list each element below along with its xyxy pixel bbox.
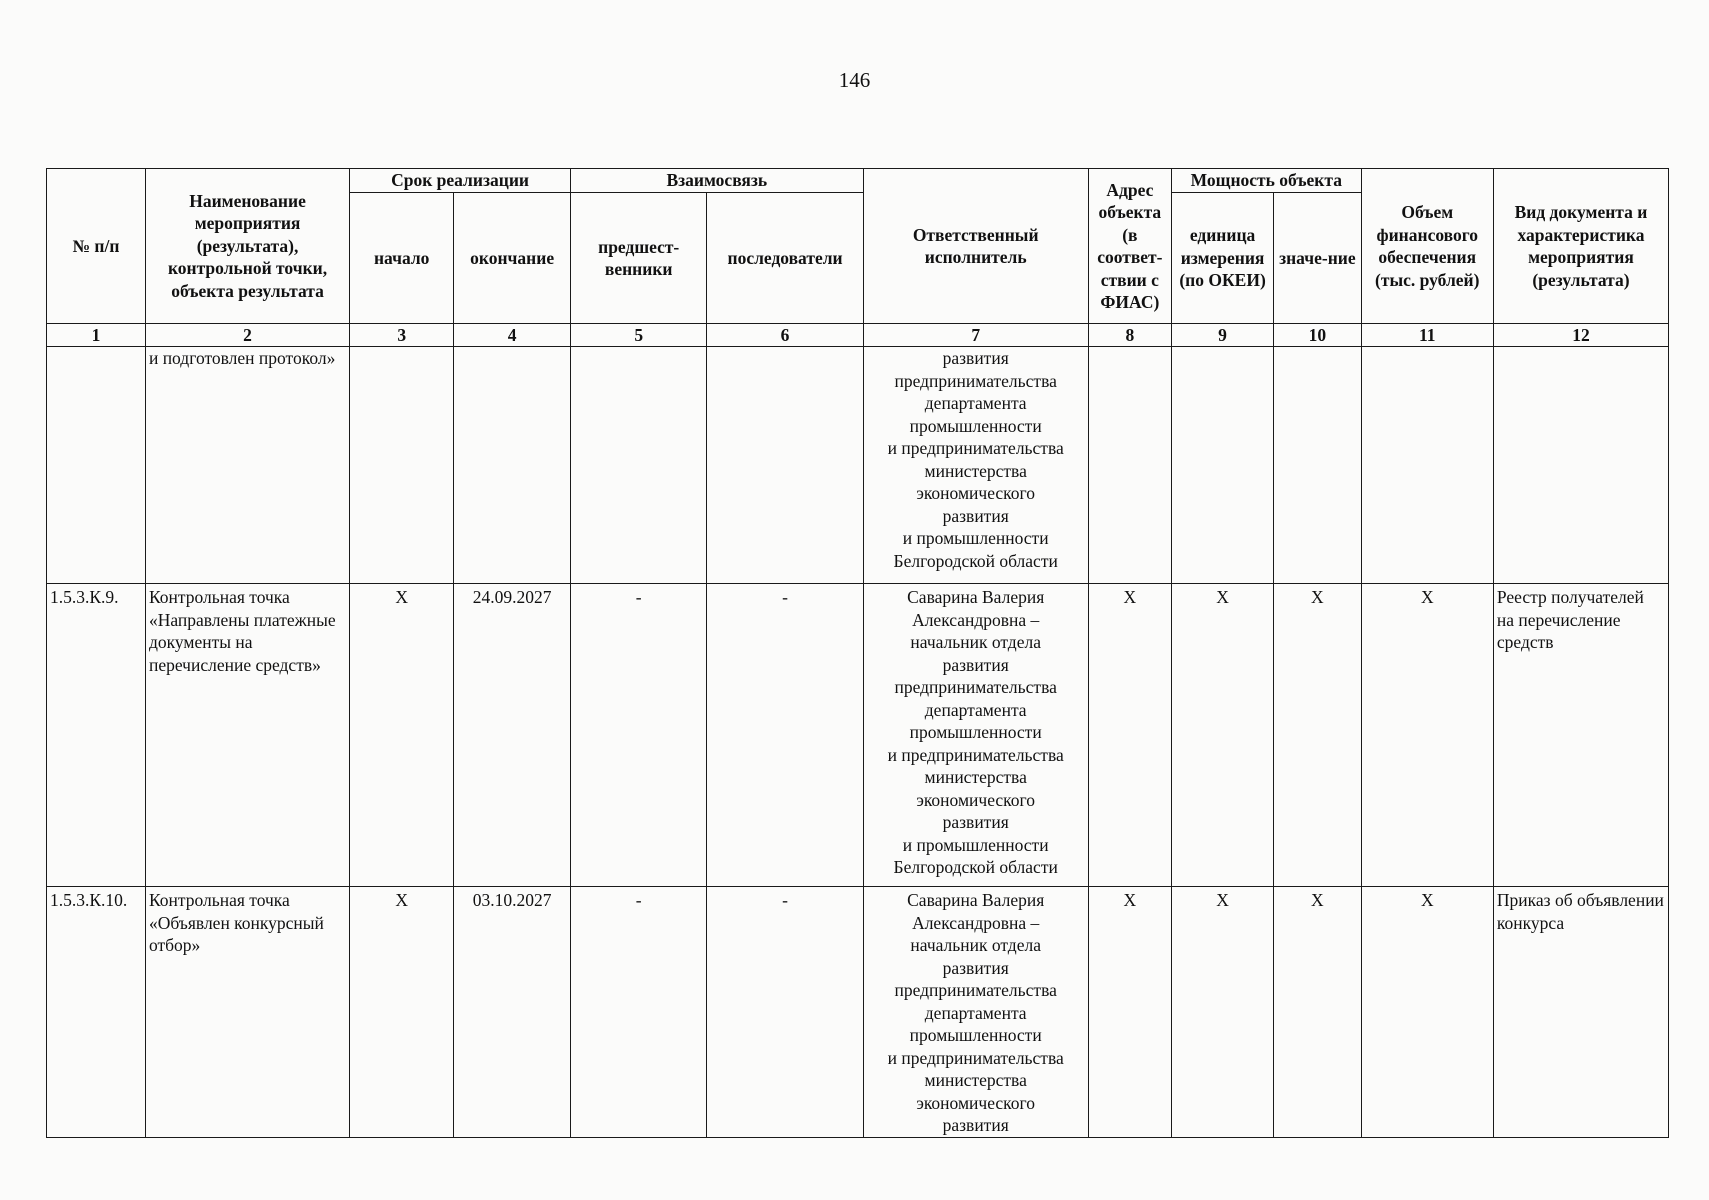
- cell-value: [1274, 347, 1362, 584]
- column-number: 12: [1493, 324, 1668, 347]
- header-link-group: Взаимосвязь: [570, 169, 863, 193]
- cell-finance: Х: [1361, 584, 1493, 887]
- column-number: 1: [47, 324, 146, 347]
- executor-line: Александровна –: [912, 912, 1040, 933]
- executor-line: развития: [942, 812, 1009, 832]
- header-successors: последователи: [707, 193, 863, 324]
- cell-successors: [707, 347, 863, 584]
- table-row: [47, 887, 1669, 1138]
- executor-line: министерства: [924, 767, 1027, 787]
- header-address: Адрес объекта (в соответ-ствии с ФИАС): [1088, 169, 1171, 324]
- activities-table: [46, 168, 1669, 1138]
- cell-doc: Приказ об объявлении конкурса: [1493, 887, 1668, 1138]
- cell-predecessors: -: [570, 887, 706, 1138]
- cell-num: 1.5.3.К.10.: [47, 887, 146, 1138]
- executor-line: и предпринимательства: [887, 438, 1064, 458]
- executor-line: Саварина Валерия: [907, 587, 1045, 607]
- executor-line: и предпринимательства: [887, 744, 1064, 765]
- executor-line: экономического: [916, 1092, 1036, 1113]
- cell-doc: Реестр получателей на перечисление средств: [1493, 584, 1668, 887]
- cell-executor: [863, 887, 1088, 1138]
- header-value: значе-ние: [1274, 193, 1362, 324]
- column-number: 2: [145, 324, 349, 347]
- executor-line: министерства: [924, 1070, 1027, 1090]
- header-finance: Объем финансового обеспечения (тыс. рублей): [1361, 169, 1493, 324]
- executor-line: экономического: [916, 789, 1036, 810]
- executor-line: департамента: [924, 393, 1027, 413]
- cell-doc: [1493, 347, 1668, 584]
- cell-end: 03.10.2027: [454, 887, 571, 1138]
- cell-executor: [863, 347, 1088, 584]
- cell-value: Х: [1274, 887, 1362, 1138]
- cell-name: Контрольная точка «Объявлен конкурсный отбор»: [145, 887, 349, 1138]
- executor-line: промышленности: [909, 415, 1042, 436]
- column-number: 8: [1088, 324, 1171, 347]
- page-number: 146: [838, 68, 871, 92]
- column-number: 11: [1361, 324, 1493, 347]
- cell-unit: [1172, 347, 1274, 584]
- executor-line: Белгородской области: [893, 857, 1058, 877]
- cell-address: Х: [1088, 584, 1171, 887]
- cell-predecessors: -: [570, 584, 706, 887]
- executor-line: развития: [942, 957, 1009, 978]
- executor-line: промышленности: [909, 1025, 1042, 1045]
- cell-finance: [1361, 347, 1493, 584]
- header-num: № п/п: [47, 169, 146, 324]
- column-number: 6: [707, 324, 863, 347]
- cell-unit: Х: [1172, 584, 1274, 887]
- executor-line: развития: [942, 505, 1009, 526]
- cell-end: 24.09.2027: [454, 584, 571, 887]
- cell-successors: -: [707, 887, 863, 1138]
- header-predecessors: предшест-венники: [570, 193, 706, 324]
- cell-end: [454, 347, 571, 584]
- executor-line: экономического: [916, 483, 1036, 503]
- executor-line: и предпринимательства: [887, 1047, 1064, 1068]
- column-number: 4: [454, 324, 571, 347]
- cell-address: [1088, 347, 1171, 584]
- cell-name: Контрольная точка «Направлены платежные документы на перечисление средств»: [145, 584, 349, 887]
- cell-predecessors: [570, 347, 706, 584]
- column-number: 10: [1274, 324, 1362, 347]
- cell-successors: -: [707, 584, 863, 887]
- executor-line: предпринимательства: [894, 677, 1057, 697]
- executor-line: начальник отдела: [910, 632, 1041, 652]
- column-number: 7: [863, 324, 1088, 347]
- executor-line: Белгородской области: [893, 550, 1058, 571]
- executor-line: предпринимательства: [894, 370, 1057, 391]
- header-power-group: Мощность объекта: [1172, 169, 1362, 193]
- header-unit: единица измерения (по ОКЕИ): [1172, 193, 1274, 324]
- cell-finance: Х: [1361, 887, 1493, 1138]
- cell-executor: [863, 584, 1088, 887]
- header-term-start: начало: [350, 193, 454, 324]
- header-term-group: Срок реализации: [350, 169, 571, 193]
- executor-line: и промышленности: [902, 834, 1049, 855]
- cell-value: Х: [1274, 584, 1362, 887]
- executor-line: Саварина Валерия: [907, 890, 1045, 910]
- cell-unit: Х: [1172, 887, 1274, 1138]
- executor-line: департамента: [924, 699, 1027, 720]
- header-doc-type: Вид документа и характеристика мероприятия (результата): [1493, 169, 1668, 324]
- executor-line: Александровна –: [912, 609, 1040, 630]
- executor-line: развития: [942, 348, 1009, 368]
- header-name: Наименование мероприятия (результата), контрольной точки, объекта результата: [145, 169, 349, 324]
- column-number: 9: [1172, 324, 1274, 347]
- executor-line: предпринимательства: [894, 980, 1057, 1000]
- executor-line: и промышленности: [902, 528, 1049, 548]
- cell-name: и подготовлен протокол»: [145, 347, 349, 584]
- header-executor: Ответственный исполнитель: [863, 169, 1088, 324]
- executor-line: департамента: [924, 1002, 1027, 1023]
- cell-start: Х: [350, 584, 454, 887]
- header-term-end: окончание: [454, 193, 571, 324]
- executor-line: начальник отдела: [910, 935, 1041, 955]
- table-row: [47, 347, 1669, 584]
- cell-start: Х: [350, 887, 454, 1138]
- column-number: 5: [570, 324, 706, 347]
- cell-start: [350, 347, 454, 584]
- executor-line: министерства: [924, 460, 1027, 481]
- executor-line: развития: [942, 654, 1009, 675]
- table-header: [47, 169, 1669, 347]
- executor-line: развития: [942, 1115, 1009, 1135]
- cell-address: Х: [1088, 887, 1171, 1138]
- cell-num: 1.5.3.К.9.: [47, 584, 146, 887]
- executor-line: промышленности: [909, 722, 1042, 742]
- table-row: [47, 584, 1669, 887]
- column-number: 3: [350, 324, 454, 347]
- cell-num: [47, 347, 146, 584]
